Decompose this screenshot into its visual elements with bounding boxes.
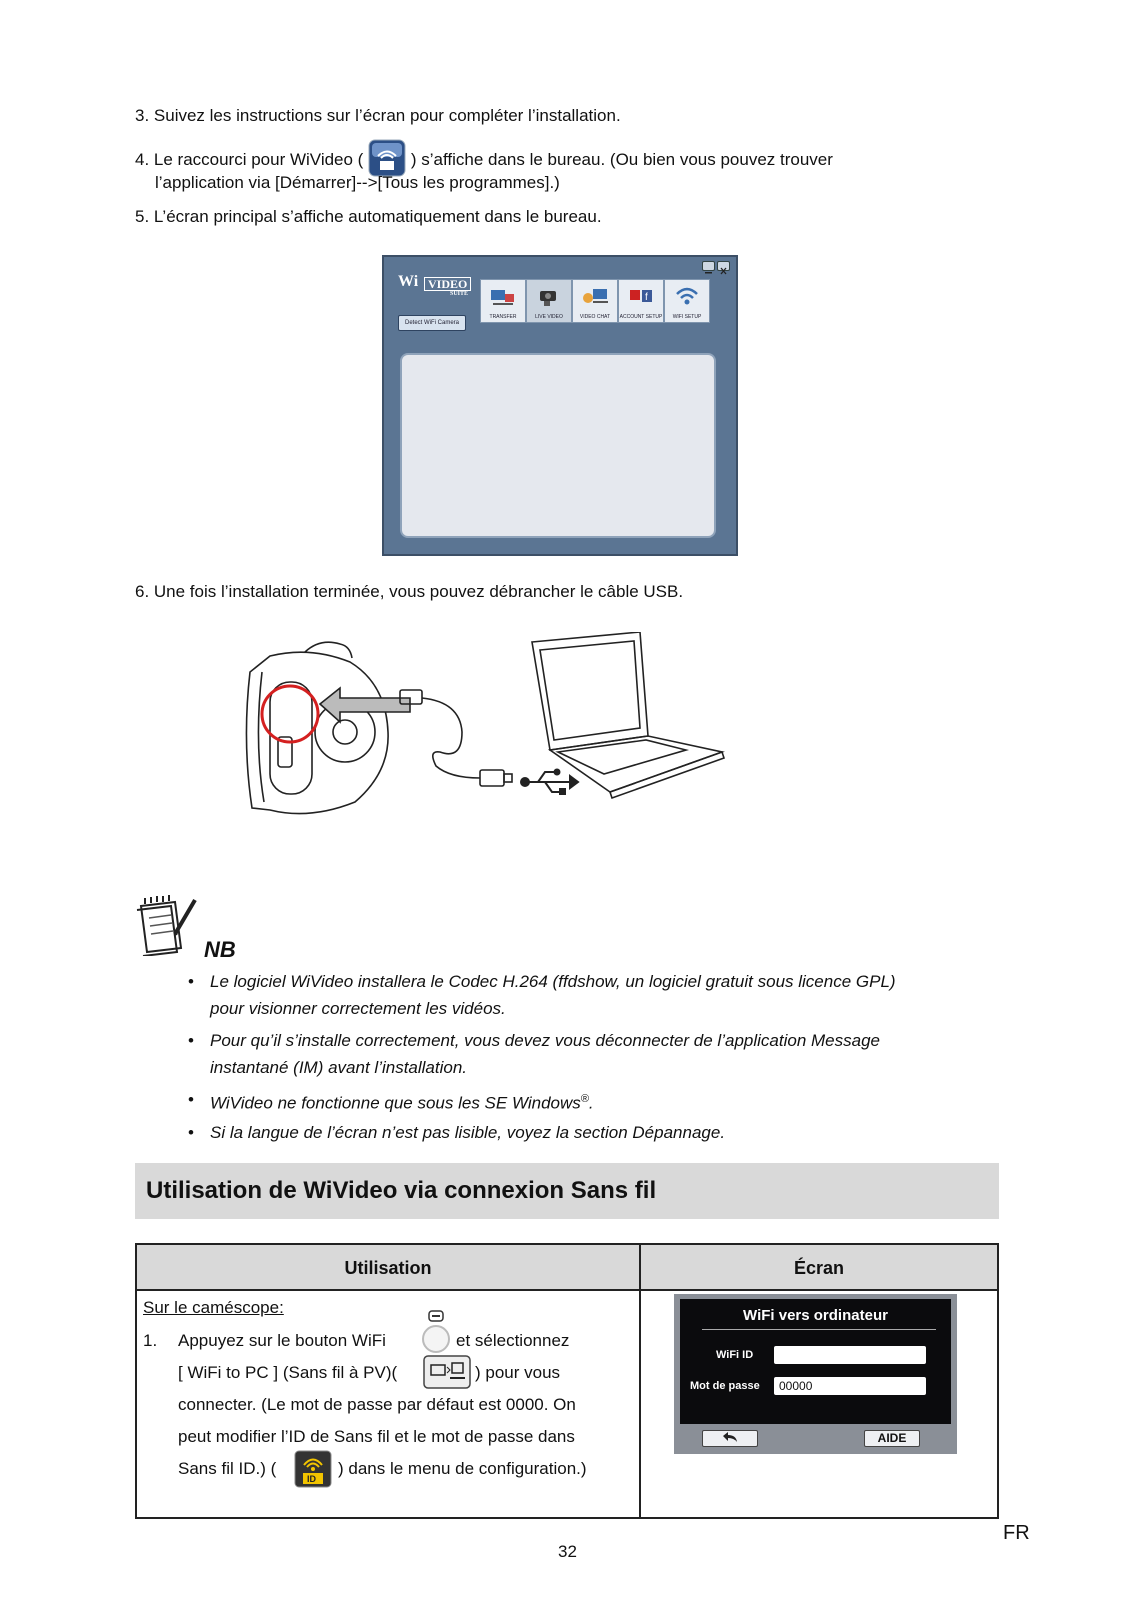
usb-symbol-icon (521, 770, 578, 795)
wifi-id-label: WiFi ID (716, 1349, 754, 1361)
usb-cable-drawing (400, 690, 512, 786)
table-subhead: Sur le caméscope: (143, 1298, 284, 1317)
detect-wifi-camera-button[interactable]: Detect WiFi Camera (398, 315, 466, 331)
bullet-dot: • (188, 1123, 194, 1142)
usb-connection-illustration (240, 632, 760, 832)
wivideo-main-window (382, 255, 738, 556)
close-button[interactable] (717, 261, 730, 271)
password-field[interactable]: 00000 (774, 1377, 926, 1395)
wifi-id-icon (294, 1450, 332, 1488)
wifi-id-field[interactable] (774, 1346, 926, 1364)
note-bullet-text (210, 1027, 980, 1081)
camera-screen (674, 1294, 957, 1454)
logo-wi: Wi (398, 273, 419, 290)
camcorder-drawing (246, 642, 388, 813)
camera-screen-title: WiFi vers ordinateur (743, 1307, 888, 1324)
notepad-pencil-icon (135, 894, 197, 956)
column-header-utilisation: Utilisation (344, 1258, 432, 1278)
step-3: 3. Suivez les instructions sur l’écran pour compléter l’installation. (135, 106, 621, 125)
note-bullet-text (210, 968, 980, 1022)
wifi-icon (673, 284, 701, 308)
step-number: 1. (143, 1331, 158, 1350)
note-title: NB (204, 937, 236, 962)
account-setup-icon (627, 284, 655, 308)
note-b3-text: WiVideo ne fonctionne que sous les SE Windows (210, 1093, 581, 1113)
camera-screen-panel (680, 1299, 951, 1424)
table-line-2b: ) pour vous (475, 1363, 561, 1382)
note-bullet-text: Si la langue de l’écran n’est pas lisible, voyez la section Dépannage. (210, 1123, 726, 1142)
title-divider (702, 1329, 936, 1330)
note-b2-line2: instantané (IM) avant l’installation. (210, 1058, 468, 1077)
note-b2-line1: Pour qu’il s’installe correctement, vous devez vous déconnecter de l’application Message (210, 1031, 880, 1050)
transfer-icon (489, 284, 517, 308)
wivideo-logo (398, 273, 474, 299)
step-6: 6. Une fois l’installation terminée, vous pouvez débrancher le câble USB. (135, 582, 684, 601)
tab-video-chat[interactable] (572, 279, 618, 323)
logo-suite: SUITE (450, 291, 469, 297)
video-chat-icon (581, 284, 609, 308)
section-heading (135, 1163, 999, 1219)
bullet-dot: • (188, 1031, 194, 1050)
table-line-1a: Appuyez sur le bouton WiFi (178, 1331, 386, 1350)
close-icon (718, 267, 729, 275)
tab-account-setup-label: ACCOUNT SETUP (619, 314, 663, 320)
bullet-dot: • (188, 972, 194, 991)
app-tab-bar (480, 279, 716, 323)
password-label: Mot de passe (690, 1380, 760, 1392)
tab-live-video-label: LIVE VIDEO (535, 314, 563, 320)
arrow-icon (320, 688, 410, 722)
svg-text:f: f (645, 292, 648, 303)
column-divider (639, 1245, 641, 1517)
app-content-area (400, 353, 716, 538)
laptop-drawing (532, 632, 724, 798)
note-b3-period: . (588, 1093, 594, 1113)
minimize-button[interactable] (702, 261, 715, 271)
table-header (137, 1245, 997, 1291)
page-number: 32 (558, 1542, 577, 1561)
table-line-3: connecter. (Le mot de passe par défaut est 0000. On (178, 1395, 576, 1414)
note-b1-line2: pour visionner correctement les vidéos. (210, 999, 506, 1018)
tab-account-setup[interactable] (618, 279, 664, 323)
svg-text:ID: ID (307, 1474, 316, 1484)
wifi-button-icon (419, 1309, 453, 1355)
tab-live-video[interactable] (526, 279, 572, 323)
minimize-icon (703, 267, 714, 275)
step-4-text-b: ) s’affiche dans le bureau. (Ou bien vous pouvez trouver (410, 149, 833, 169)
table-line-2a: [ WiFi to PC ] (Sans fil à PV)( (178, 1363, 398, 1382)
tab-video-chat-label: VIDEO CHAT (579, 314, 611, 320)
tab-transfer-label: TRANSFER (489, 314, 517, 320)
registered-mark: ® (580, 1093, 589, 1105)
step-4-text-a: 4. Le raccourci pour WiVideo ( (135, 149, 364, 169)
logo-video: VIDEO (424, 277, 471, 291)
wifi-to-pc-icon (423, 1355, 471, 1389)
column-header-ecran: Écran (793, 1258, 845, 1278)
table-line-5b: ) dans le menu de configuration.) (338, 1459, 587, 1478)
tab-wifi-setup-label: WIFI SETUP (672, 314, 702, 320)
back-arrow-icon (720, 1431, 740, 1443)
step-4-continuation: l’application via [Démarrer]-->[Tous les programmes].) (155, 173, 560, 192)
table-line-1b: et sélectionnez (456, 1331, 570, 1350)
back-button[interactable] (702, 1430, 758, 1447)
note-bullet-text (210, 1086, 980, 1117)
tab-wifi-setup[interactable] (664, 279, 710, 323)
table-line-5a: Sans fil ID.) ( (178, 1459, 277, 1478)
bullet-dot: • (188, 1090, 194, 1109)
help-button[interactable]: AIDE (864, 1430, 920, 1447)
section-title: Utilisation de WiVideo via connexion Sans fil (146, 1177, 657, 1204)
language-tag: FR (1003, 1522, 1030, 1544)
step-5: 5. L’écran principal s’affiche automatiquement dans le bureau. (135, 207, 602, 226)
tab-transfer[interactable] (480, 279, 526, 323)
table-line-4: peut modifier l’ID de Sans fil et le mot de passe dans (178, 1427, 575, 1446)
note-b1-line1: Le logiciel WiVideo installera le Codec H.264 (ffdshow, un logiciel gratuit sous licence GPL) (210, 972, 896, 991)
live-video-icon (535, 284, 563, 308)
